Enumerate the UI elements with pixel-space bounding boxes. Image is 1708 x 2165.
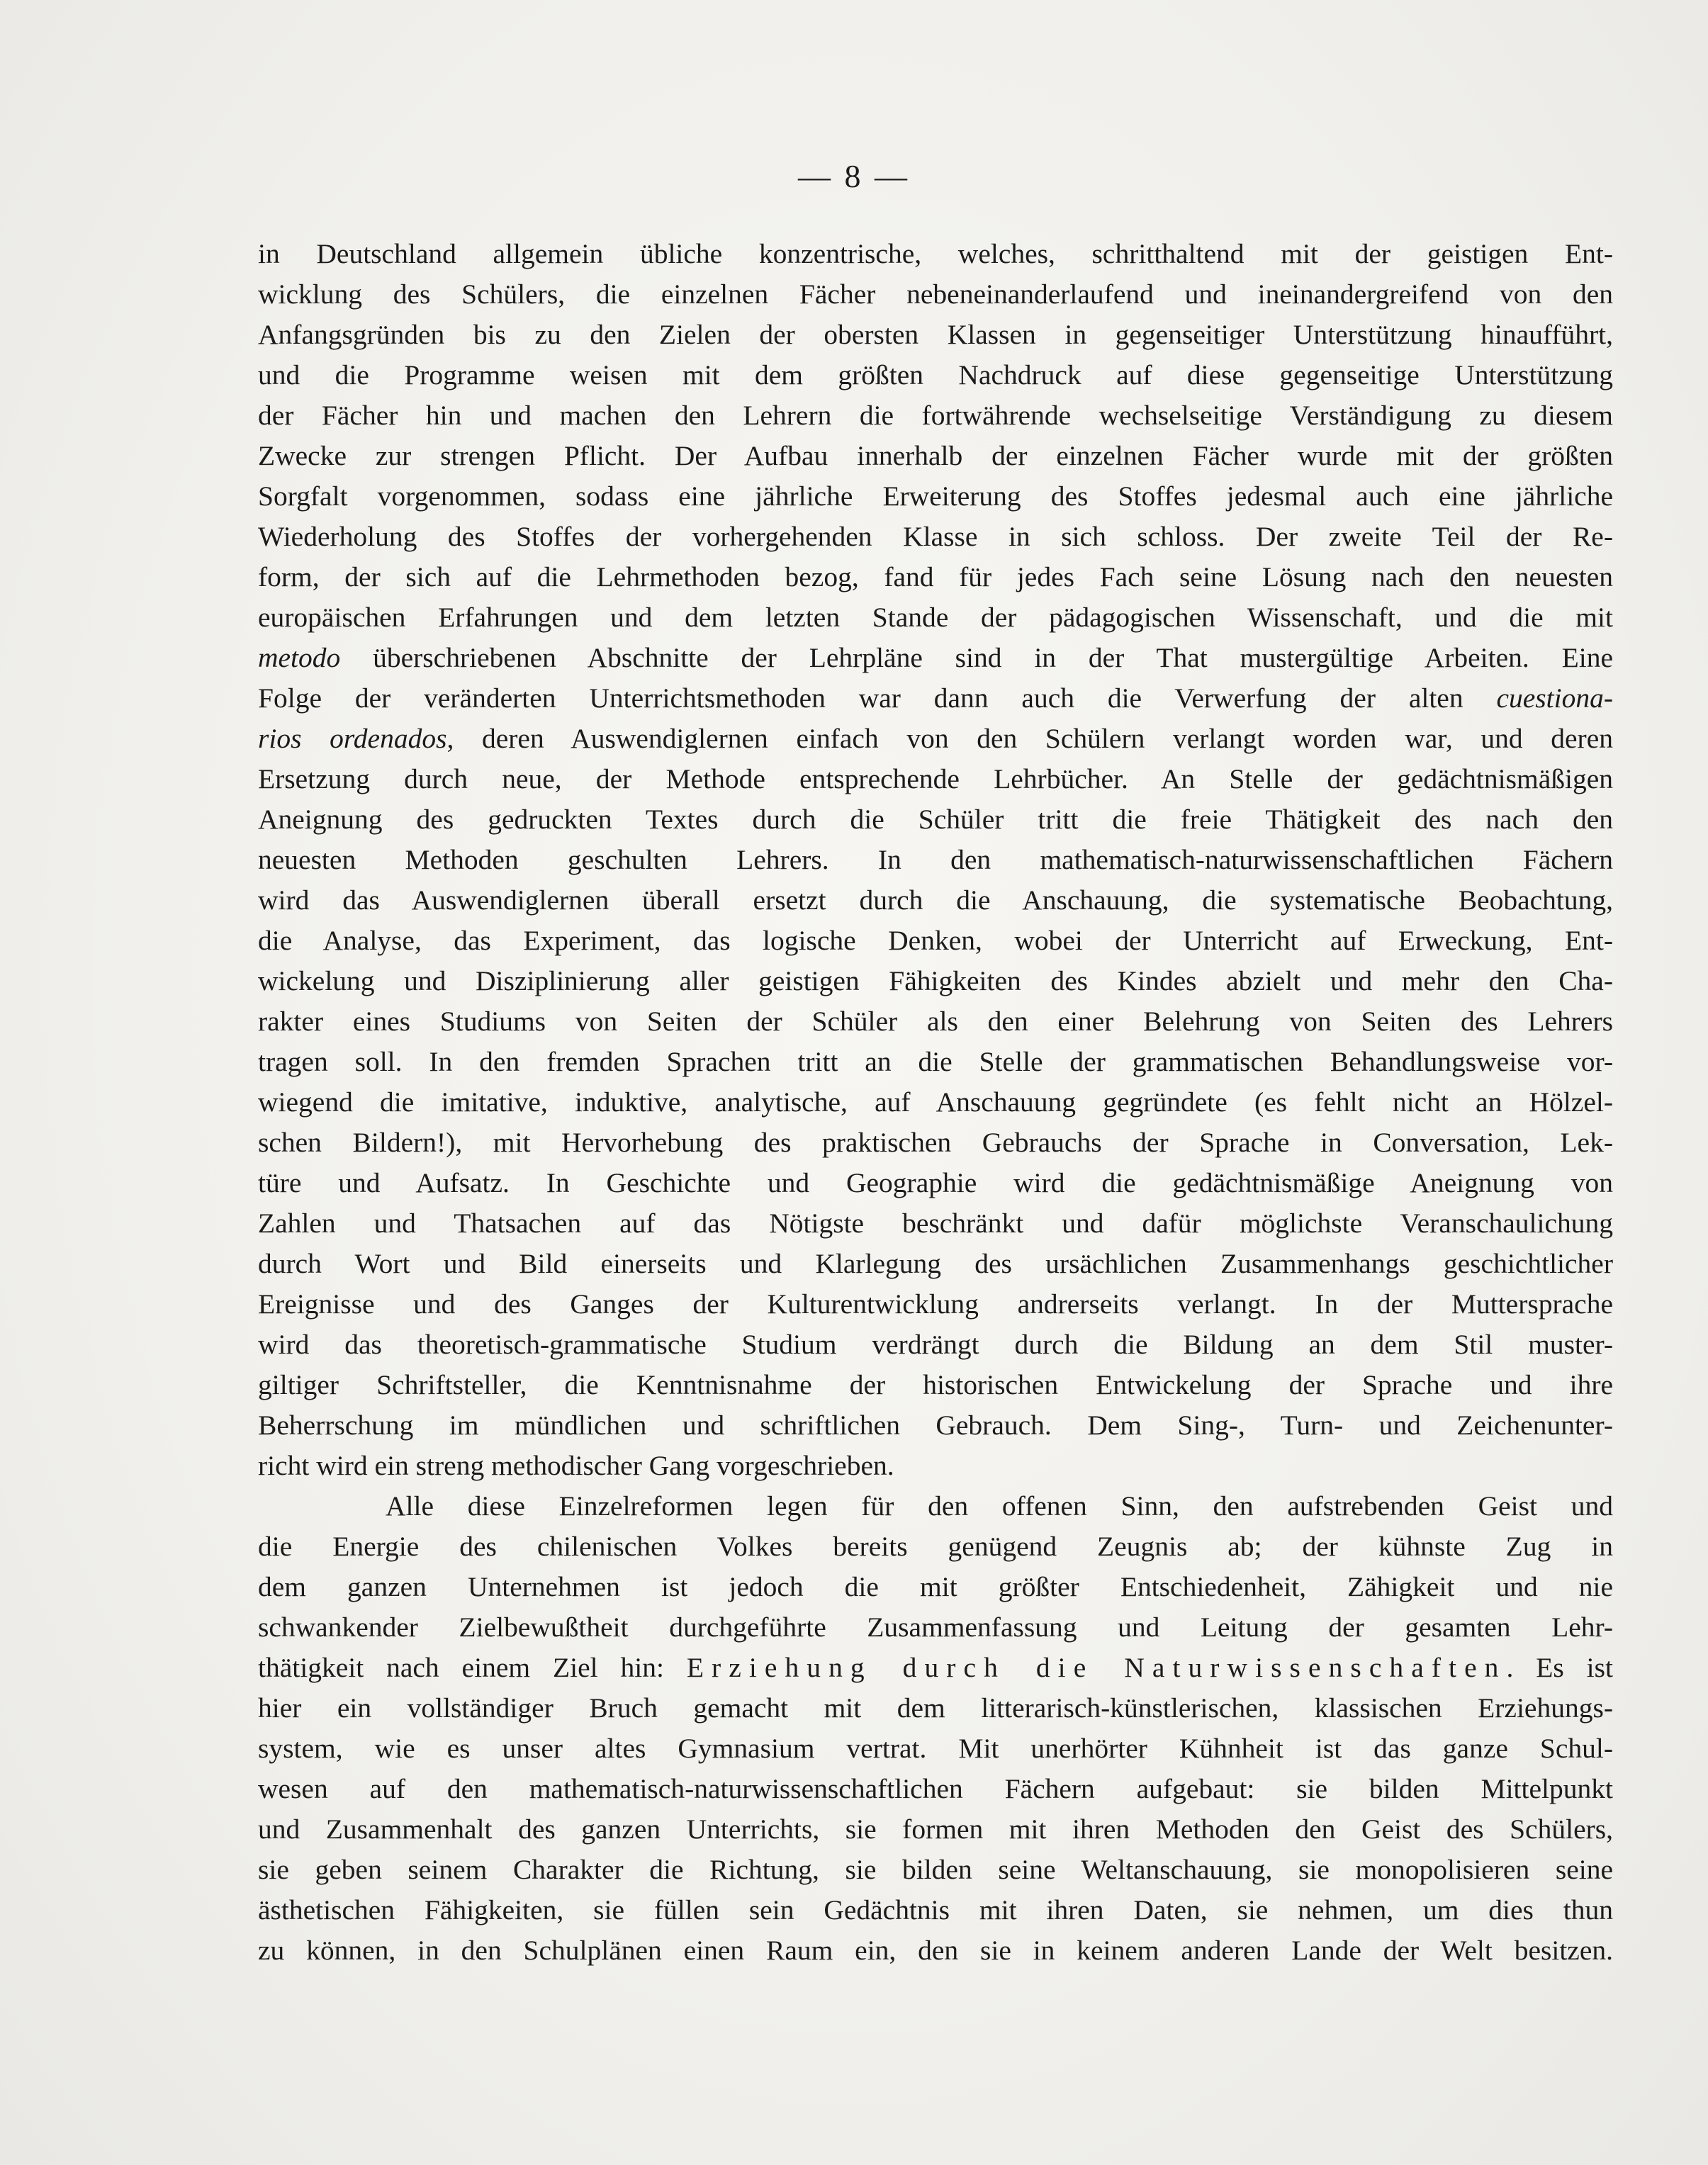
text-line: wicklung des Schülers, die einzelnen Fächer nebeneinanderlaufend und ineinandergreifend von den [258,279,1613,310]
text-line: rios ordenados, deren Auswendiglernen einfach von den Schülern verlangt worden war, und deren [258,723,1613,754]
emphasized-phrase: Erziehung durch die Naturwissenschaften [686,1652,1507,1683]
italic-term: rios ordenados [258,723,447,754]
text-line: und die Programme weisen mit dem größten Nachdruck auf diese gegenseitige Unterstützung [258,359,1613,390]
text-line: form, der sich auf die Lehrmethoden bezog, fand für jedes Fach seine Lösung nach den neuesten [258,561,1613,592]
text-line: Wiederholung des Stoffes der vorhergehenden Klasse in sich schloss. Der zweite Teil der Re- [258,521,1613,552]
text-line: wesen auf den mathematisch-naturwissenschaftlichen Fächern aufgebaut: sie bilden Mittelpunkt [258,1773,1613,1804]
text-line: schen Bildern!), mit Hervorhebung des praktischen Gebrauchs der Sprache in Conversation, Lek- [258,1127,1613,1158]
text-line: Beherrschung im mündlichen und schriftlichen Gebrauch. Dem Sing-, Turn- und Zeichenunter- [258,1410,1613,1441]
text-line: durch Wort und Bild einerseits und Klarlegung des ursächlichen Zusammenhangs geschichtlicher [258,1248,1613,1279]
text-line: Zwecke zur strengen Pflicht. Der Aufbau innerhalb der einzelnen Fächer wurde mit der größten [258,440,1613,471]
text-line: ästhetischen Fähigkeiten, sie füllen sein Gedächtnis mit ihren Daten, sie nehmen, um dies thun [258,1894,1613,1925]
text-line: der Fächer hin und machen den Lehrern die fortwährende wechselseitige Verständigung zu diesem [258,400,1613,431]
text-line: dem ganzen Unternehmen ist jedoch die mit größter Entschiedenheit, Zähigkeit und nie [258,1571,1613,1602]
text-line: Aneignung des gedruckten Textes durch die Schüler tritt die freie Thätigkeit des nach den [258,804,1613,835]
text-line: wird das Auswendiglernen überall ersetzt durch die Anschauung, die systematische Beobachtung, [258,884,1613,916]
text-line: Folge der veränderten Unterrichtsmethoden war dann auch die Verwerfung der alten cuestiona- [258,682,1613,714]
text-line: türe und Aufsatz. In Geschichte und Geographie wird die gedächtnismäßige Aneignung von [258,1167,1613,1198]
italic-term: metodo [258,642,341,673]
text-line: richt wird ein streng methodischer Gang vorgeschrieben. [258,1450,894,1481]
text-line: Ersetzung durch neue, der Methode entsprechende Lehrbücher. An Stelle der gedächtnismäßigen [258,763,1613,794]
text-line: Sorgfalt vorgenommen, sodass eine jährliche Erweiterung des Stoffes jedesmal auch eine jährliche [258,480,1613,512]
text-line: sie geben seinem Charakter die Richtung, sie bilden seine Weltanschauung, sie monopolisieren seine [258,1854,1613,1885]
text-line: hier ein vollständiger Bruch gemacht mit dem litterarisch-künstlerischen, klassischen Erziehungs- [258,1692,1613,1723]
text-line: die Analyse, das Experiment, das logische Denken, wobei der Unterricht auf Erweckung, Ent- [258,925,1613,956]
text-line: in Deutschland allgemein übliche konzentrische, welches, schritthaltend mit der geistigen Ent- [258,238,1613,269]
text-line: zu können, in den Schulplänen einen Raum ein, den sie in keinem anderen Lande der Welt besitzen. [258,1935,1613,1966]
body-text [258,234,1613,1971]
text-line: wickelung und Disziplinierung aller geistigen Fähigkeiten des Kindes abzielt und mehr den Cha- [258,965,1613,996]
text-line: Anfangsgründen bis zu den Zielen der obersten Klassen in gegenseitiger Unterstützung hinaufführt, [258,319,1613,350]
text-line: wiegend die imitative, induktive, analytische, auf Anschauung gegründete (es fehlt nicht an Hölzel- [258,1086,1613,1118]
text-line: rakter eines Studiums von Seiten der Schüler als den einer Belehrung von Seiten des Lehrers [258,1006,1613,1037]
text-line: metodo überschriebenen Abschnitte der Lehrpläne sind in der That mustergültige Arbeiten. Eine [258,642,1613,673]
text-line: tragen soll. In den fremden Sprachen tritt an die Stelle der grammatischen Behandlungsweise vor- [258,1046,1613,1077]
text-line: thätigkeit nach einem Ziel hin: Erziehung durch die Naturwissenschaften. Es ist [258,1652,1613,1683]
text-line: neuesten Methoden geschulten Lehrers. In den mathematisch-naturwissenschaftlichen Fächern [258,844,1613,875]
text-line: und Zusammenhalt des ganzen Unterrichts, sie formen mit ihren Methoden den Geist des Schülers, [258,1813,1613,1845]
text-line: Zahlen und Thatsachen auf das Nötigste beschränkt und dafür möglichste Veranschaulichung [258,1208,1613,1239]
text-line: die Energie des chilenischen Volkes bereits genügend Zeugnis ab; der kühnste Zug in [258,1531,1613,1562]
text-line: schwankender Zielbewußtheit durchgeführte Zusammenfassung und Leitung der gesamten Lehr- [258,1612,1613,1643]
text-line: europäischen Erfahrungen und dem letzten Stande der pädagogischen Wissenschaft, und die mit [258,602,1613,633]
text-line: giltiger Schriftsteller, die Kenntnisnahme der historischen Entwickelung der Sprache und ihre [258,1369,1613,1400]
text-line: Alle diese Einzelreformen legen für den offenen Sinn, den aufstrebenden Geist und [386,1490,1613,1522]
text-line: system, wie es unser altes Gymnasium vertrat. Mit unerhörter Kühnheit ist das ganze Schul- [258,1733,1613,1764]
text-line: wird das theoretisch-grammatische Studium verdrängt durch die Bildung an dem Stil muster- [258,1329,1613,1360]
italic-term: cuestiona- [1496,682,1613,714]
text-line: Ereignisse und des Ganges der Kulturentwicklung andrerseits verlangt. In der Muttersprache [258,1288,1613,1320]
page-number: — 8 — [798,158,910,194]
